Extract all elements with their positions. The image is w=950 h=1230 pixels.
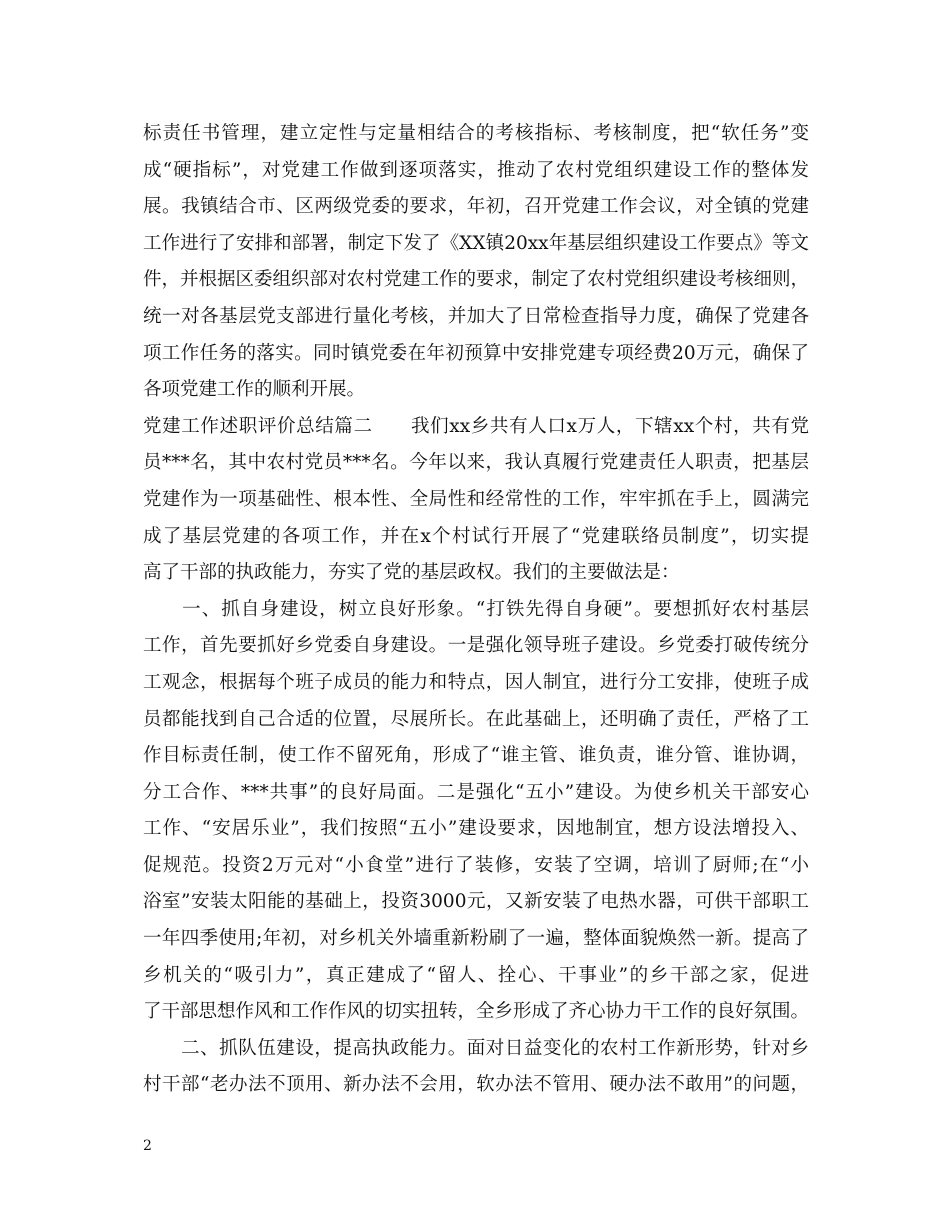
text-line: 高了干部的执政能力，夯实了党的基层政权。我们的主要做法是：	[143, 562, 680, 584]
text-line: 工作进行了安排和部署，制定下发了《XX镇20xx年基层组织建设工作要点》等文	[143, 232, 809, 254]
text-line: 二、抓队伍建设，提高执政能力。面对日益变化的农村工作新形势，针对乡	[143, 1037, 809, 1059]
page-number: 2	[143, 1138, 152, 1154]
text-line: 成了基层党建的各项工作，并在x个村试行开展了“党建联络员制度”，切实提	[143, 525, 809, 547]
text-line: 员***名，其中农村党员***名。今年以来，我认真履行党建责任人职责，把基层	[143, 452, 809, 474]
text-line: 促规范。投资2万元对“小食堂”进行了装修，安装了空调，培训了厨师;在“小	[143, 854, 809, 876]
text-line: 工作、“安居乐业”，我们按照“五小”建设要求，因地制宜，想方设法增投入、	[143, 818, 809, 840]
text-line: 工作，首先要抓好乡党委自身建设。一是强化领导班子建设。乡党委打破传统分	[143, 635, 809, 657]
text-line: 标责任书管理，建立定性与定量相结合的考核指标、考核制度，把“软任务”变	[143, 123, 809, 144]
text-line: 分工合作、***共事”的良好局面。二是强化“五小”建设。为使乡机关干部安心	[143, 781, 809, 803]
text-line: 一年四季使用;年初，对乡机关外墙重新粉刷了一遍，整体面貌焕然一新。提高了	[143, 928, 809, 950]
text-line: 党建作为一项基础性、根本性、全局性和经常性的工作，牢牢抓在手上，圆满完	[143, 488, 809, 510]
text-line: 项工作任务的落实。同时镇党委在年初预算中安排党建专项经费20万元，确保了	[143, 342, 809, 364]
text-line: 浴室”安装太阳能的基础上，投资3000元，又新安装了电热水器，可供干部职工	[143, 891, 809, 913]
text-line: 件，并根据区委组织部对农村党建工作的要求，制定了农村党组织建设考核细则，	[143, 269, 810, 291]
text-line: 工观念，根据每个班子成员的能力和特点，因人制宜，进行分工安排，使班子成	[143, 671, 809, 693]
text-line: 乡机关的“吸引力”，真正建成了“留人、拴心、干事业”的乡干部之家，促进	[143, 964, 809, 986]
text-line: 作目标责任制，使工作不留死角，形成了“谁主管、谁负责，谁分管、谁协调，	[143, 745, 809, 767]
text-line: 展。我镇结合市、区两级党委的要求，年初，召开党建工作会议，对全镇的党建	[143, 196, 809, 218]
text-line: 党建工作述职评价总结篇二 我们xx乡共有人口x万人，下辖xx个村，共有党	[143, 415, 809, 437]
text-line: 村干部“老办法不顶用、新办法不会用，软办法不管用、硬办法不敢用”的问题，	[143, 1074, 809, 1096]
text-line: 员都能找到自己合适的位置，尽展所长。在此基础上，还明确了责任，严格了工	[143, 708, 809, 730]
text-line: 各项党建工作的顺利开展。	[143, 379, 366, 401]
text-line: 一、抓自身建设，树立良好形象。“打铁先得自身硬”。要想抓好农村基层	[143, 598, 809, 620]
text-line: 了干部思想作风和工作作风的切实扭转，全乡形成了齐心协力干工作的良好氛围。	[143, 1001, 810, 1023]
text-line: 统一对各基层党支部进行量化考核，并加大了日常检查指导力度，确保了党建各	[143, 305, 809, 327]
text-line: 成“硬指标”，对党建工作做到逐项落实，推动了农村党组织建设工作的整体发	[143, 159, 809, 181]
body-text	[143, 116, 809, 1104]
